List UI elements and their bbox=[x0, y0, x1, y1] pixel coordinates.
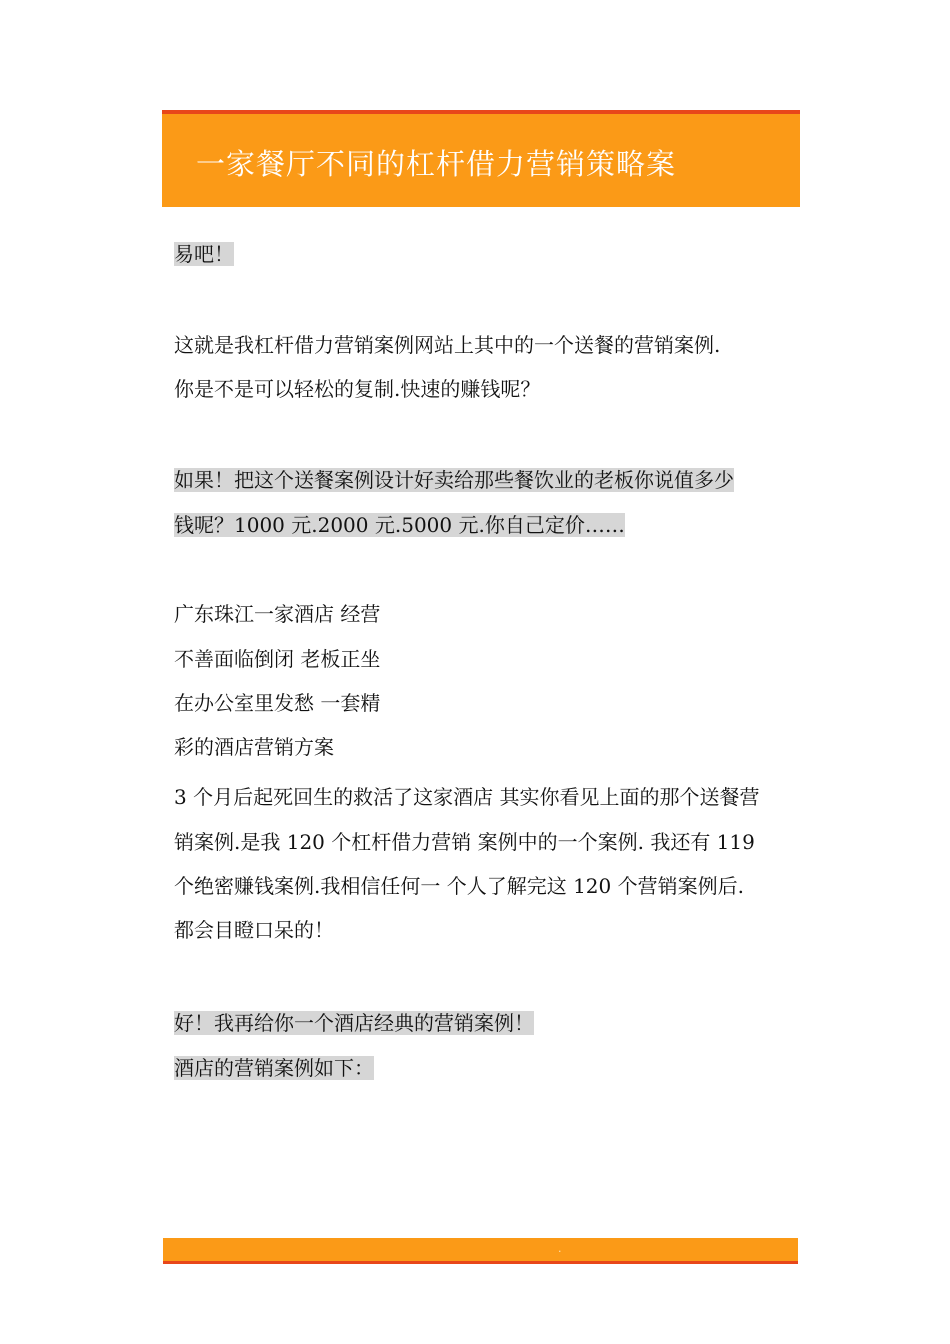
result-line: 个绝密赚钱案例.我相信任何一 个人了解完这 120 个营销案例后. bbox=[174, 874, 744, 898]
closing-text: 酒店的营销案例如下： bbox=[174, 1056, 374, 1080]
intro-line: 你是不是可以轻松的复制.快速的赚钱呢？ bbox=[174, 377, 541, 401]
result-line: 销案例.是我 120 个杠杆借力营销 案例中的一个案例. 我还有 119 bbox=[174, 830, 755, 854]
story-line: 在办公室里发愁 一套精 bbox=[174, 691, 381, 715]
question-line bbox=[174, 512, 625, 538]
greeting-text: 易吧！ bbox=[174, 242, 234, 266]
story-line: 不善面临倒闭 老板正坐 bbox=[174, 647, 381, 671]
question-line bbox=[174, 467, 734, 493]
story-line: 彩的酒店营销方案 bbox=[174, 735, 334, 759]
result-line: 3 个月后起死回生的救活了这家酒店 其实你看见上面的那个送餐营 bbox=[174, 785, 760, 809]
intro-line: 这就是我杠杆借力营销案例网站上其中的一个送餐的营销案例. bbox=[174, 333, 721, 357]
question-text: 钱呢？1000 元.2000 元.5000 元.你自己定价…… bbox=[174, 513, 625, 537]
question-text: 如果！把这个送餐案例设计好卖给那些餐饮业的老板你说值多少 bbox=[174, 468, 734, 492]
result-line: 都会目瞪口呆的！ bbox=[174, 918, 334, 942]
header-banner bbox=[162, 110, 800, 207]
document-title: 一家餐厅不同的杠杆借力营销策略案 bbox=[196, 147, 677, 181]
footer-band bbox=[163, 1238, 798, 1264]
greeting-line bbox=[174, 241, 234, 267]
footer-text: · bbox=[558, 1245, 719, 1258]
story-line: 广东珠江一家酒店 经营 bbox=[174, 602, 381, 626]
closing-line bbox=[174, 1055, 374, 1081]
closing-text: 好！我再给你一个酒店经典的营销案例！ bbox=[174, 1011, 534, 1035]
closing-line bbox=[174, 1010, 534, 1036]
